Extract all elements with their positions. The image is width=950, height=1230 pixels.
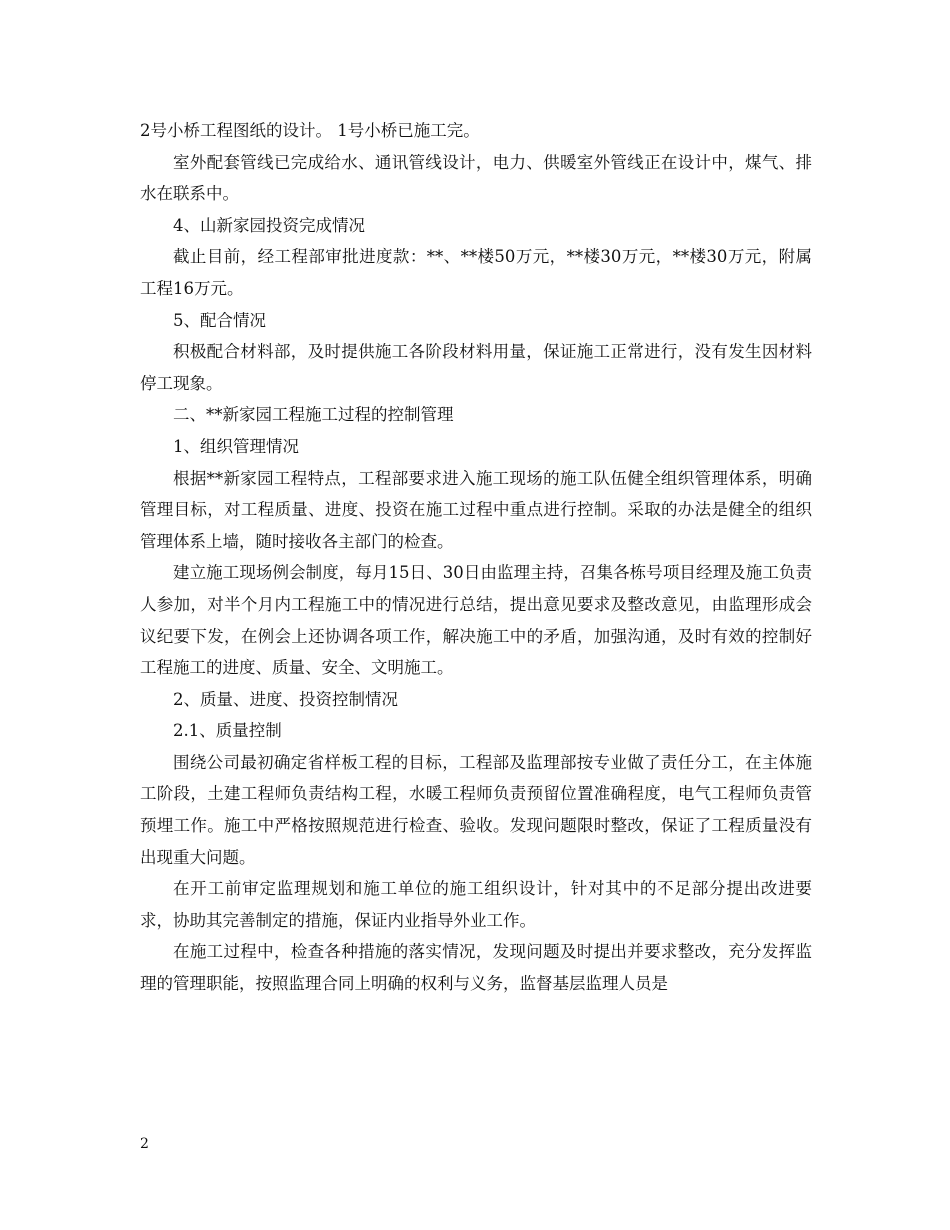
chapter-heading-control-management: 二、**新家园工程施工过程的控制管理 (173, 405, 454, 425)
paragraph-13: 围绕公司最初确定省样板工程的目标，工程部及监理部按专业做了责任分工，在主体施工阶段，土建工程师负责结构工程，水暖工程师负责预留位置准确程度，电气工程师负责管预埋工作。施工中严格按照规范进行检查、验收。发现问题限时整改，保证了工程质量没有出现重大问题。 (140, 752, 812, 867)
subsection-heading-quality-control: 2.1、质量控制 (173, 721, 282, 741)
document-body (140, 115, 812, 1000)
paragraph-4: 截止目前，经工程部审批进度款：**、**楼50万元，**楼30万元，**楼30万元，附属工程16万元。 (140, 247, 812, 298)
paragraph-1: 2号小桥工程图纸的设计。 1号小桥已施工完。 (140, 121, 480, 140)
section-heading-organization: 1、组织管理情况 (173, 436, 299, 456)
paragraph-6: 积极配合材料部，及时提供施工各阶段材料用量，保证施工正常进行，没有发生因材料停工现象。 (140, 342, 812, 393)
paragraph-10: 建立施工现场例会制度，每月15日、30日由监理主持，召集各栋号项目经理及施工负责人参加，对半个月内工程施工中的情况进行总结，提出意见要求及整改意见，由监理形成会议纪要下发，在例会上还协调各项工作，解决施工中的矛盾，加强沟通，及时有效的控制好工程施工的进度、质量、安全、文明施工。 (140, 563, 812, 678)
section-heading-cooperation: 5、配合情况 (173, 310, 266, 330)
paragraph-2: 室外配套管线已完成给水、通讯管线设计，电力、供暖室外管线正在设计中，煤气、排水在联系中。 (140, 152, 812, 204)
section-heading-investment: 4、山新家园投资完成情况 (173, 215, 365, 235)
paragraph-14: 在开工前审定监理规划和施工单位的施工组织设计，针对其中的不足部分提出改进要求，协助其完善制定的措施，保证内业指导外业工作。 (140, 879, 812, 930)
paragraph-9: 根据**新家园工程特点，工程部要求进入施工现场的施工队伍健全组织管理体系，明确管理目标，对工程质量、进度、投资在施工过程中重点进行控制。采取的办法是健全的组织管理体系上墙，随时接收各主部门的检查。 (140, 468, 812, 551)
paragraph-15: 在施工过程中，检查各种措施的落实情况，发现问题及时提出并要求整改，充分发挥监理的管理职能，按照监理合同上明确的权利与义务，监督基层监理人员是 (140, 942, 812, 994)
section-heading-quality-progress-investment: 2、质量、进度、投资控制情况 (173, 689, 398, 709)
page-number: 2 (140, 1136, 149, 1152)
